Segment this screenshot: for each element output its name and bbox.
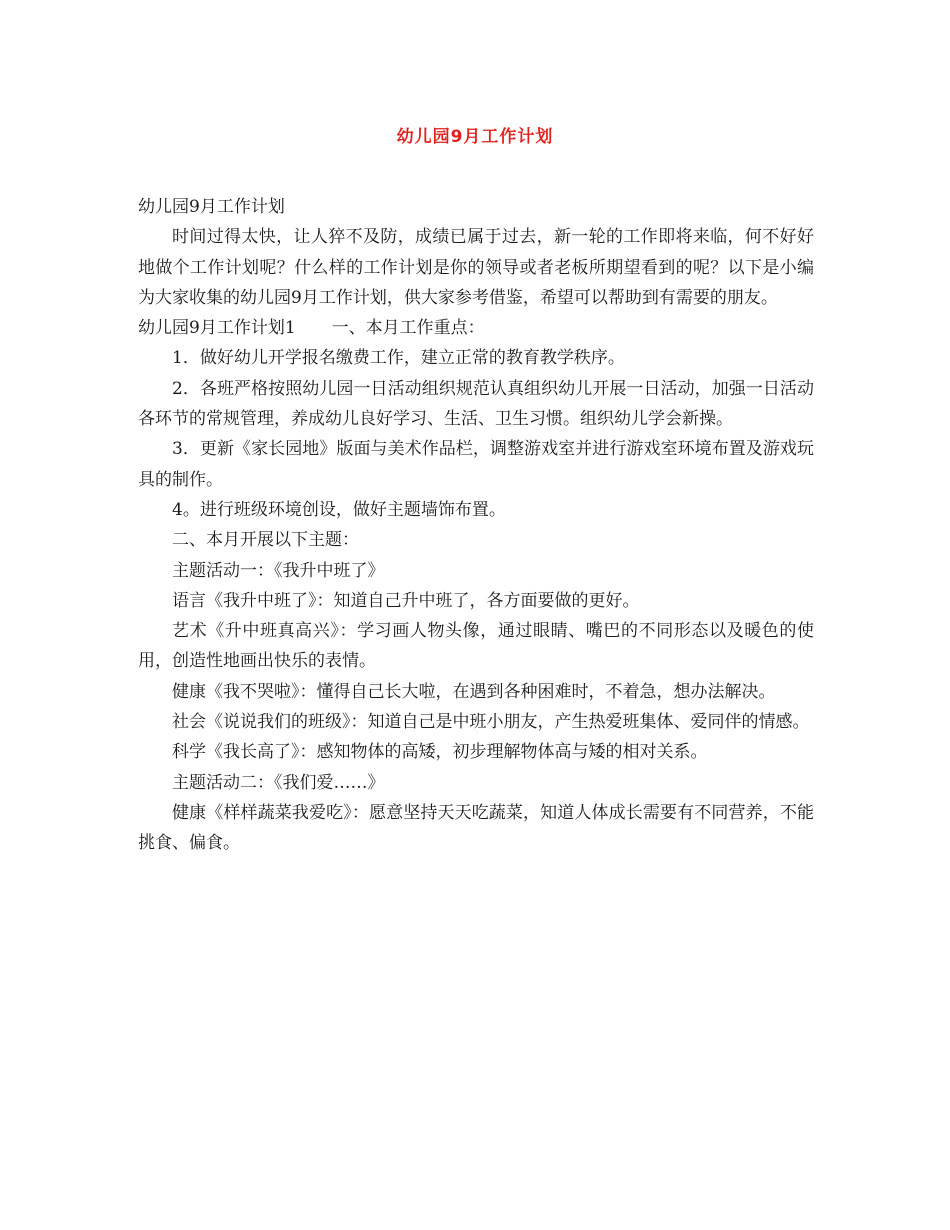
intro-paragraph: 时间过得太快，让人猝不及防，成绩已属于过去，新一轮的工作即将来临，何不好好地做个工作计划呢？什么样的工作计划是你的领导或者老板所期望看到的呢？以下是小编为大家收集的幼儿园9月工作计划，供大家参考借鉴，希望可以帮助到有需要的朋友。: [138, 227, 814, 308]
paragraph: 语言《我升中班了》：知道自己升中班了，各方面要做的更好。: [172, 590, 640, 611]
document-body: [138, 192, 814, 859]
paragraph: 4。进行班级环境创设，做好主题墙饰布置。: [172, 499, 506, 520]
theme-heading: 主题活动二：《我们爱……》: [172, 772, 385, 793]
document-subtitle: 幼儿园9月工作计划: [138, 197, 285, 217]
plan-label: 幼儿园9月工作计划1: [138, 318, 296, 339]
paragraph: 科学《我长高了》：感知物体的高矮，初步理解物体高与矮的相对关系。: [172, 742, 708, 763]
paragraph: 2．各班严格按照幼儿园一日活动组织规范认真组织幼儿开展一日活动，加强一日活动各环节的常规管理，养成幼儿良好学习、生活、卫生习惯。组织幼儿学会新操。: [138, 378, 814, 430]
paragraph: 健康《我不哭啦》：懂得自己长大啦，在遇到各种困难时，不着急，想办法解决。: [172, 681, 776, 702]
section-heading: 二、本月开展以下主题：: [172, 530, 359, 551]
document-title: 幼儿园9月工作计划: [396, 127, 554, 147]
paragraph: 艺术《升中班真高兴》：学习画人物头像，通过眼睛、嘴巴的不同形态以及暖色的使用，创造性地画出快乐的表情。: [138, 621, 814, 672]
section-heading: 一、本月工作重点：: [331, 318, 485, 339]
paragraph: 健康《样样蔬菜我爱吃》：愿意坚持天天吃蔬菜，知道人体成长需要有不同营养，不能挑食、偏食。: [138, 802, 814, 854]
paragraph: 3．更新《家长园地》版面与美术作品栏，调整游戏室并进行游戏室环境布置及游戏玩具的制作。: [138, 439, 814, 490]
paragraph: 1．做好幼儿开学报名缴费工作，建立正常的教育教学秩序。: [172, 348, 625, 369]
theme-heading: 主题活动一：《我升中班了》: [172, 560, 385, 581]
plan-heading: [138, 313, 814, 343]
paragraph: 社会《说说我们的班级》：知道自己是中班小朋友，产生热爱班集体、爱同伴的情感。: [172, 712, 810, 733]
